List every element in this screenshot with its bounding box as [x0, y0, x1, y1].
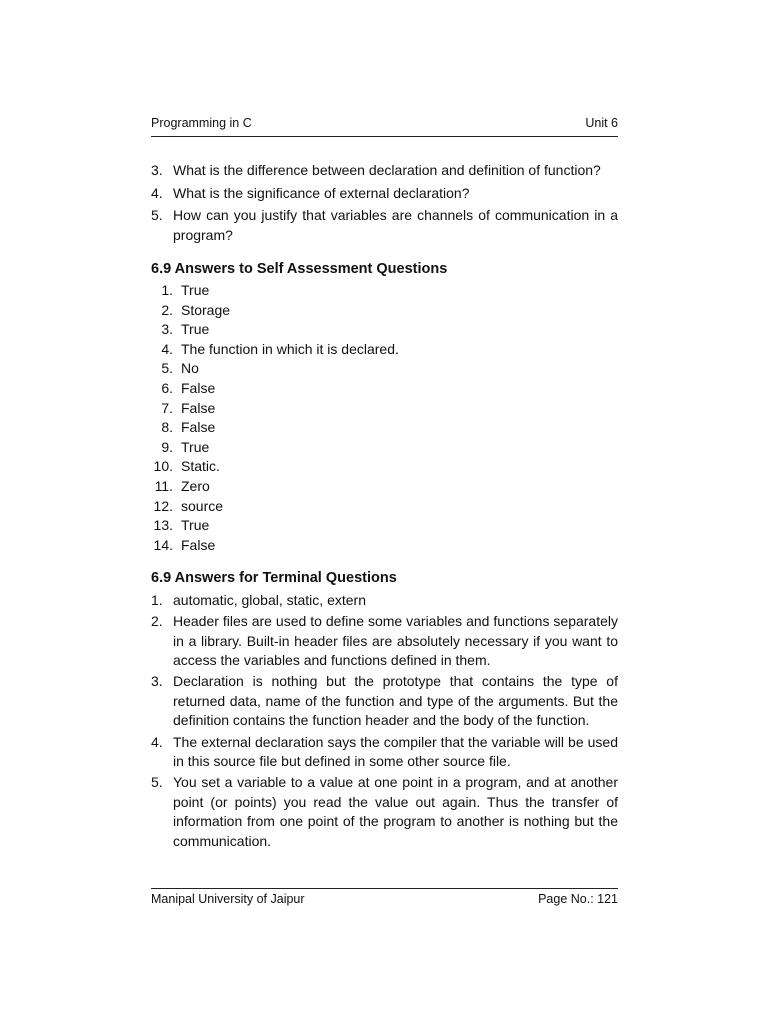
answer-number: 12.	[153, 497, 173, 514]
question-number: 4.	[151, 184, 163, 201]
list-item	[151, 379, 618, 399]
answer-number: 2.	[151, 612, 163, 629]
list-item	[151, 340, 618, 360]
answer-text: True	[181, 517, 210, 534]
answer-text: Header files are used to define some variables and functions separately in a library. Built-in header files are absolutely necessary if you want to access the variables and functions defined in them.	[173, 612, 618, 669]
answer-text: True	[181, 281, 210, 298]
list-item	[151, 477, 618, 497]
document-page	[151, 0, 618, 1024]
header-course-title: Programming in C	[151, 116, 252, 130]
list-item	[151, 418, 618, 438]
question-item	[151, 206, 618, 245]
answer-number: 4.	[151, 733, 163, 750]
answer-number: 10.	[153, 458, 173, 475]
answer-number: 5.	[151, 774, 163, 791]
terminal-questions-heading: 6.9 Answers for Terminal Questions	[151, 570, 397, 587]
answer-text: Static.	[181, 458, 220, 475]
answer-text: No	[181, 360, 199, 377]
answer-text: The function in which it is declared.	[181, 340, 399, 357]
list-item	[151, 773, 618, 851]
answer-text: False	[181, 536, 216, 553]
answer-number: 2.	[161, 301, 173, 318]
answer-text: True	[181, 438, 210, 455]
answer-number: 14.	[153, 536, 173, 553]
answer-number: 9.	[161, 438, 173, 455]
answer-number: 5.	[161, 360, 173, 377]
list-item	[151, 672, 618, 731]
list-item	[151, 457, 618, 477]
terminal-answer-list	[151, 591, 618, 852]
answer-number: 4.	[161, 340, 173, 357]
question-text: What is the difference between declaration and definition of function?	[173, 162, 601, 178]
footer-rule	[151, 888, 618, 889]
list-item	[151, 591, 618, 611]
page-footer	[151, 892, 618, 906]
self-assessment-answer-list	[151, 281, 618, 555]
list-item	[151, 320, 618, 340]
list-item	[151, 516, 618, 536]
list-item	[151, 281, 618, 301]
page-header	[151, 116, 618, 130]
self-assessment-heading: 6.9 Answers to Self Assessment Questions	[151, 261, 448, 278]
answer-number: 8.	[161, 419, 173, 436]
page-content	[151, 161, 618, 853]
answer-text: source	[181, 497, 224, 514]
question-text: How can you justify that variables are channels of communication in a program?	[173, 207, 618, 243]
list-item	[151, 536, 618, 556]
list-item	[151, 733, 618, 772]
answer-text: False	[181, 399, 216, 416]
answer-text: automatic, global, static, extern	[173, 591, 366, 608]
question-number: 5.	[151, 207, 163, 224]
question-item	[151, 184, 618, 204]
question-text: What is the significance of external declaration?	[173, 184, 470, 201]
list-item	[151, 301, 618, 321]
answer-number: 7.	[161, 399, 173, 416]
list-item	[151, 399, 618, 419]
answer-text: You set a variable to a value at one point in a program, and at another point (or points) you read the value out again. Thus the transfer of information from one point of the program to another is nothing but the communication.	[173, 774, 618, 849]
question-number: 3.	[151, 162, 163, 178]
footer-university: Manipal University of Jaipur	[151, 892, 305, 906]
list-item	[151, 438, 618, 458]
answer-text: False	[181, 379, 216, 396]
answer-number: 13.	[153, 517, 173, 534]
list-item	[151, 497, 618, 517]
answer-number: 3.	[161, 321, 173, 338]
answer-text: Storage	[181, 301, 231, 318]
answer-number: 6.	[161, 379, 173, 396]
footer-page-number: Page No.: 121	[538, 892, 618, 906]
answer-text: True	[181, 321, 210, 338]
answer-number: 1.	[151, 591, 163, 608]
answer-text: Declaration is nothing but the prototype that contains the type of returned data, name of the function and type of the arguments. But the definition contains the function header and the body of the function.	[173, 673, 618, 729]
question-list	[151, 161, 618, 245]
list-item	[151, 612, 618, 671]
answer-text: Zero	[181, 477, 210, 494]
answer-number: 11.	[154, 477, 173, 494]
question-item	[151, 161, 618, 181]
list-item	[151, 359, 618, 379]
header-unit-label: Unit 6	[585, 116, 618, 130]
answer-number: 3.	[151, 673, 163, 690]
answer-text: The external declaration says the compiler that the variable will be used in this source file but defined in some other source file.	[173, 733, 618, 770]
header-rule	[151, 136, 618, 137]
answer-text: False	[181, 419, 216, 436]
answer-number: 1.	[161, 281, 173, 298]
